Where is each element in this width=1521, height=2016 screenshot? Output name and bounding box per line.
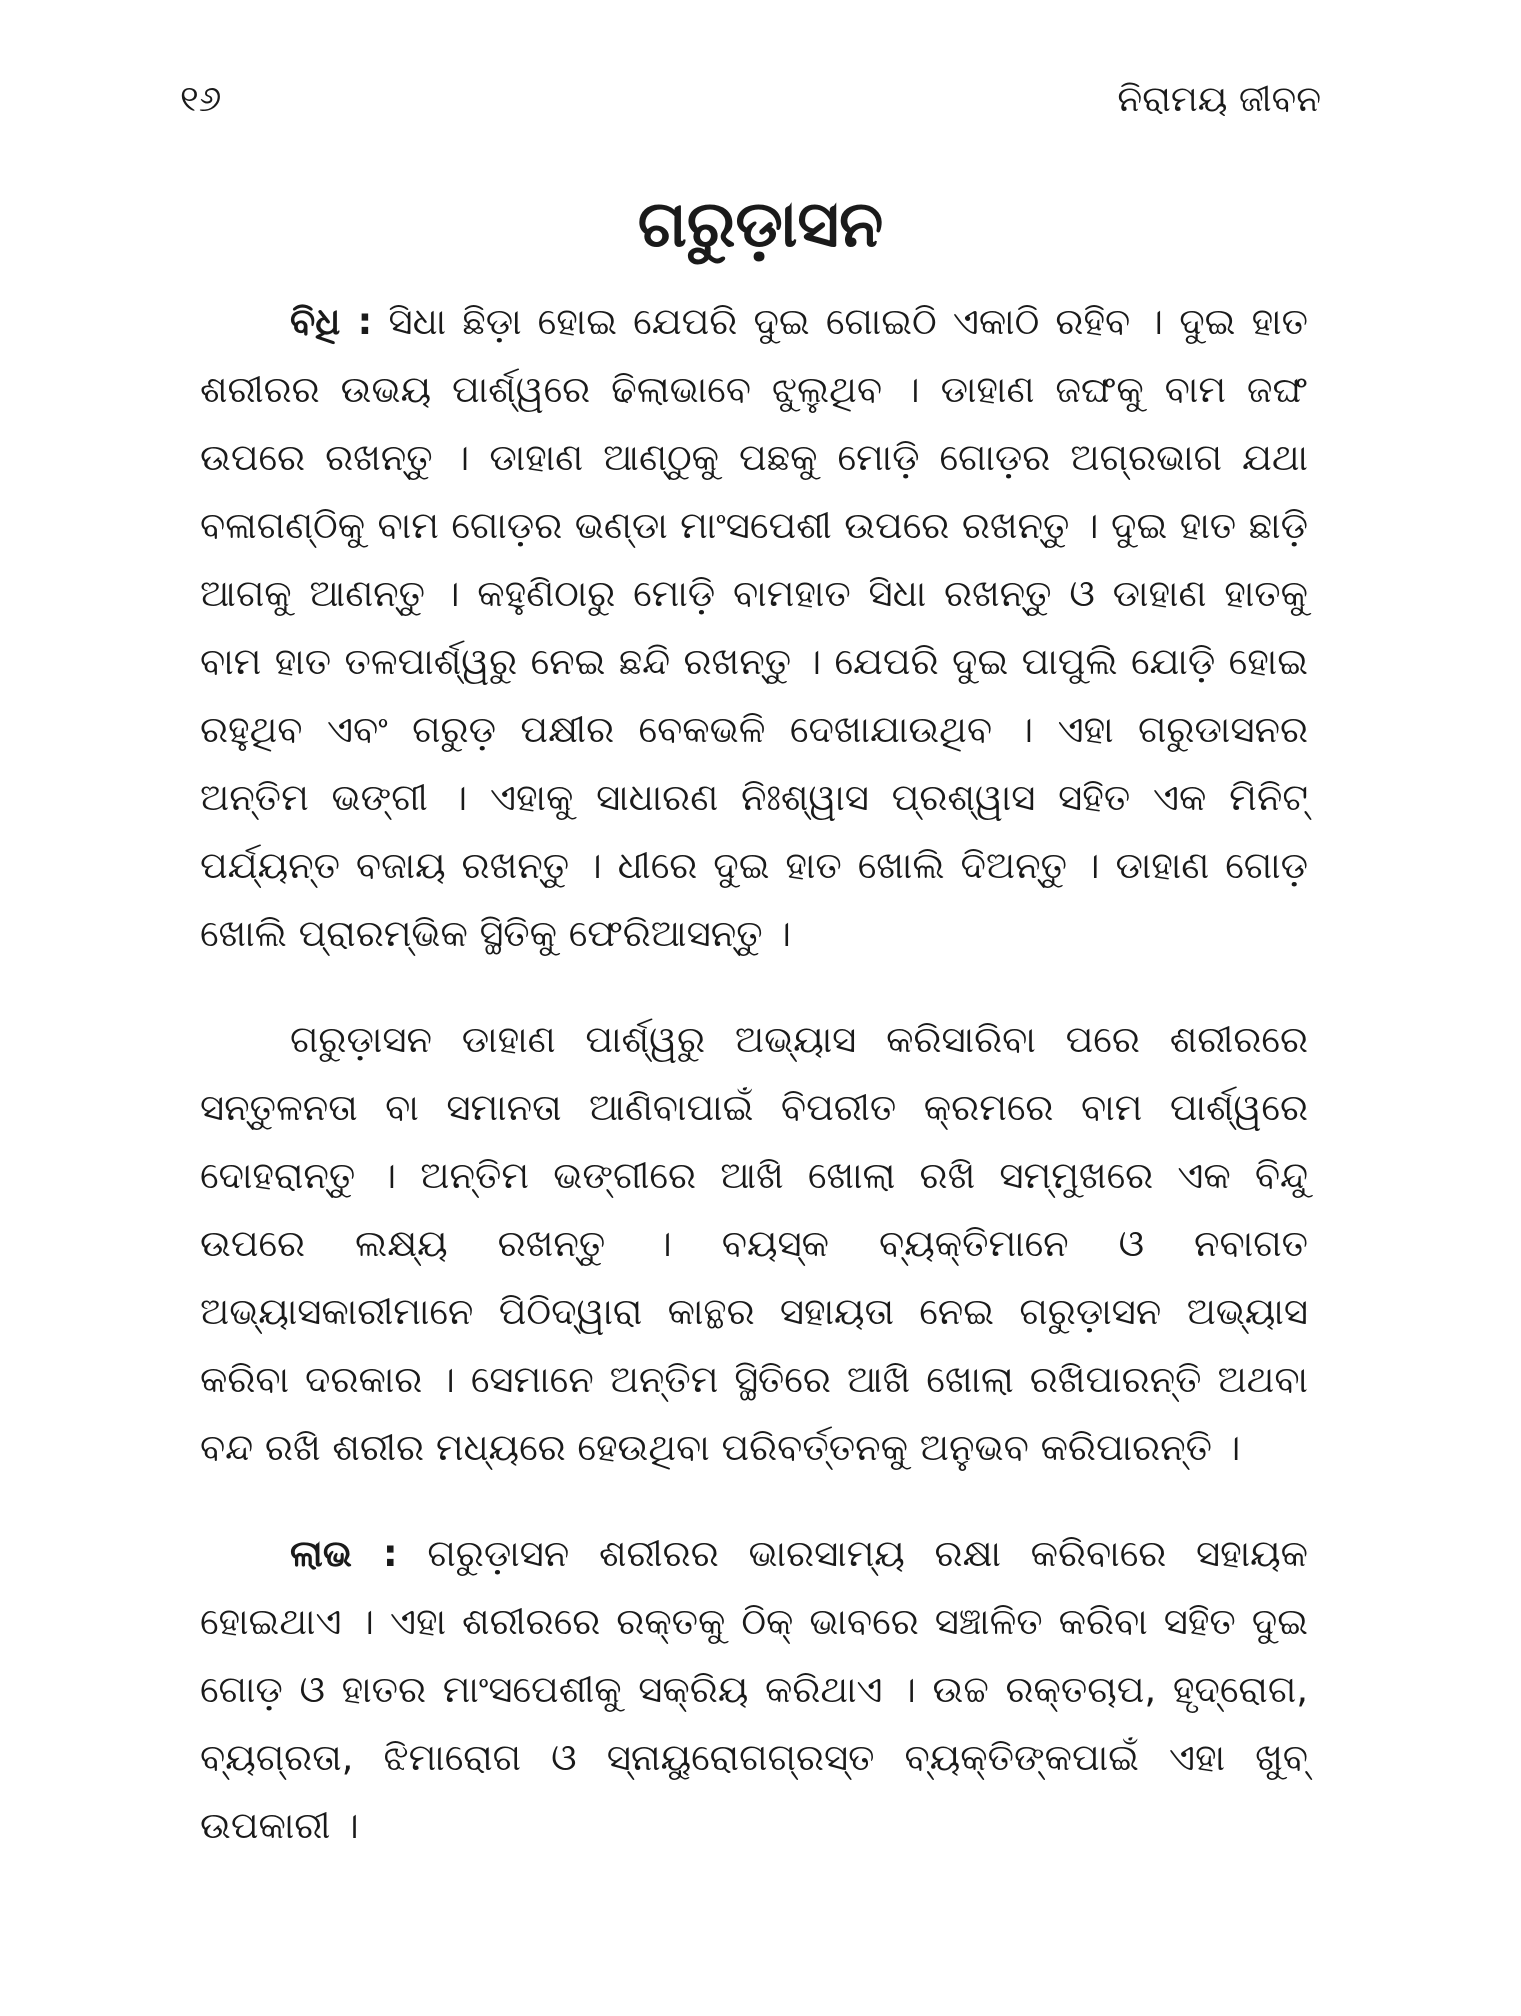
benefit-label: ଲାଭ : (290, 1532, 398, 1575)
method-label: ବିଧି : (290, 300, 373, 343)
method-paragraph (200, 288, 1308, 968)
method-text: ସିଧା ଛିଡ଼ା ହୋଇ ଯେପରି ଦୁଇ ଗୋଇଠି ଏକାଠି ରହିବ । ଦୁଇ ହାତ ଶରୀରର ଉଭୟ ପାର୍ଶ୍ୱରେ ଢିଲାଭାବେ ଝୁଲୁଥିବ । ଡାହାଣ ଜଙ୍ଘକୁ ବାମ ଜଙ୍ଘ ଉପରେ ରଖନ୍ତୁ । ଡାହାଣ ଆଣ୍ଠୁକୁ ପଛକୁ ମୋଡ଼ି ଗୋଡ଼ର ଅଗ୍ରଭାଗ ଯଥା ବଳାଗଣ୍ଠିକୁ ବାମ ଗୋଡ଼ର ଭଣ୍ଡା ମାଂସପେଶୀ ଉପରେ ରଖନ୍ତୁ । ଦୁଇ ହାତ ଛାଡ଼ି ଆଗକୁ ଆଣନ୍ତୁ । କହୁଣିଠାରୁ ମୋଡ଼ି ବାମହାତ ସିଧା ରଖନ୍ତୁ ଓ ଡାହାଣ ହାତକୁ ବାମ ହାତ ତଳପାର୍ଶ୍ୱରୁ ନେଇ ଛନ୍ଦି ରଖନ୍ତୁ । ଯେପରି ଦୁଇ ପାପୁଲି ଯୋଡ଼ି ହୋଇ ରହୁଥିବ ଏବଂ ଗରୁଡ଼ ପକ୍ଷୀର ବେକଭଳି ଦେଖାଯାଉଥିବ । ଏହା ଗରୁଡାସନର ଅନ୍ତିମ ଭଙ୍ଗୀ । ଏହାକୁ ସାଧାରଣ ନିଃଶ୍ୱାସ ପ୍ରଶ୍ୱାସ ସହିତ ଏକ ମିନିଟ୍ ପର୍ଯ୍ୟନ୍ତ ବଜାୟ ରଖନ୍ତୁ । ଧୀରେ ଦୁଇ ହାତ ଖୋଲି ଦିଅନ୍ତୁ । ଡାହାଣ ଗୋଡ଼ ଖୋଲି ପ୍ରାରମ୍ଭିକ ସ୍ଥିତିକୁ ଫେରିଆସନ୍ତୁ । (200, 300, 1308, 955)
page-number: ୧୬ (180, 79, 222, 120)
benefit-text: ଗରୁଡ଼ାସନ ଶରୀରର ଭାରସାମ୍ୟ ରକ୍ଷା କରିବାରେ ସହାୟକ ହୋଇଥାଏ । ଏହା ଶରୀରରେ ରକ୍ତକୁ ଠିକ୍ ଭାବରେ ସଞ୍ଚାଳିତ କରିବା ସହିତ ଦୁଇ ଗୋଡ଼ ଓ ହାତର ମାଂସପେଶୀକୁ ସକ୍ରିୟ କରିଥାଏ । ଉଚ୍ଚ ରକ୍ତଚାପ, ହୃଦ୍‌ରୋଗ, ବ୍ୟଗ୍ରତା, ଝିମାରୋଗ ଓ ସ୍ନାୟୁରୋଗଗ୍ରସ୍ତ ବ୍ୟକ୍ତିଙ୍କପାଇଁ ଏହା ଖୁବ୍ ଉପକାରୀ । (200, 1532, 1309, 1847)
body-text (200, 288, 1308, 1898)
page-header (180, 70, 1321, 130)
section-title: ଗରୁଡ଼ାସନ (637, 188, 884, 262)
running-title: ନିରାମୟ ଜୀବନ (1117, 79, 1321, 120)
benefit-paragraph (200, 1520, 1308, 1860)
practice-text: ଗରୁଡ଼ାସନ ଡାହାଣ ପାର୍ଶ୍ୱରୁ ଅଭ୍ୟାସ କରିସାରିବା ପରେ ଶରୀରରେ ସନ୍ତୁଳନତା ବା ସମାନତା ଆଣିବାପାଇଁ ବିପରୀତ କ୍ରମରେ ବାମ ପାର୍ଶ୍ୱରେ ଦୋହରାନ୍ତୁ । ଅନ୍ତିମ ଭଙ୍ଗୀରେ ଆଖି ଖୋଲା ରଖି ସମ୍ମୁଖରେ ଏକ ବିନ୍ଦୁ ଉପରେ ଲକ୍ଷ୍ୟ ରଖନ୍ତୁ । ବୟସ୍କ ବ୍ୟକ୍ତିମାନେ ଓ ନବାଗତ ଅଭ୍ୟାସକାରୀମାନେ ପିଠିଦ୍ୱାରା କାନ୍ଥର ସହାୟତା ନେଇ ଗରୁଡ଼ାସନ ଅଭ୍ୟାସ କରିବା ଦରକାର । ସେମାନେ ଅନ୍ତିମ ସ୍ଥିତିରେ ଆଖି ଖୋଲା ରଖିପାରନ୍ତି ଅଥବା ବନ୍ଦ ରଖି ଶରୀର ମଧ୍ୟରେ ହେଉଥିବା ପରିବର୍ତ୍ତନକୁ ଅନୁଭବ କରିପାରନ୍ତି । (200, 1018, 1308, 1469)
practice-paragraph (200, 1006, 1308, 1482)
